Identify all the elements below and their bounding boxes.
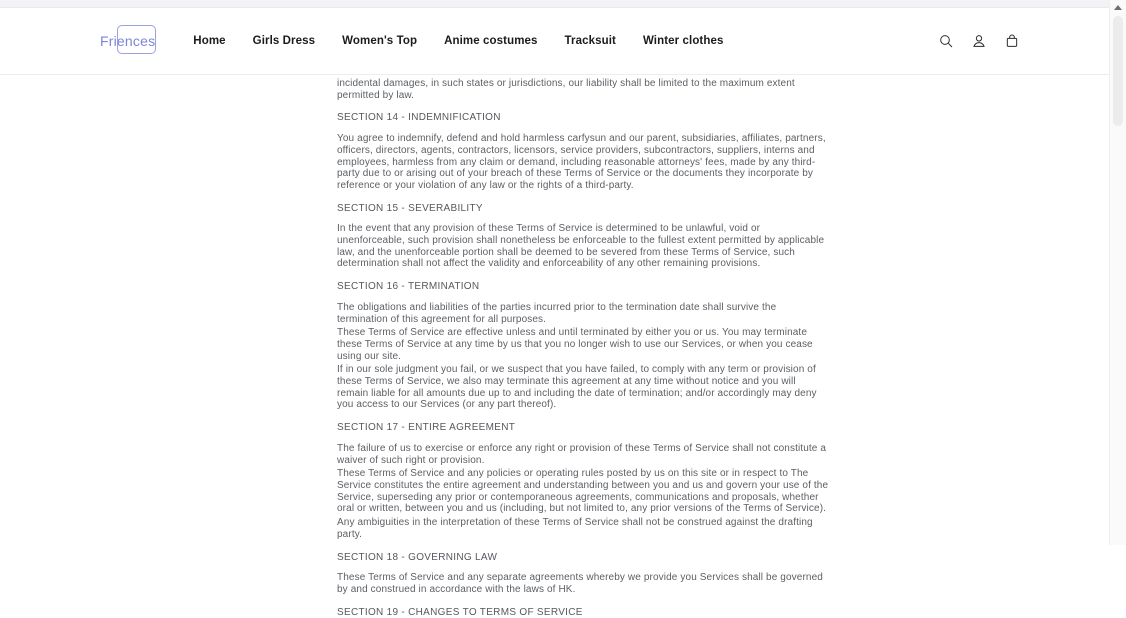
nav-item-home[interactable]: Home bbox=[193, 35, 226, 47]
terms-of-service-document bbox=[337, 75, 829, 618]
terms-paragraph: These Terms of Service and any separate agreements whereby we provide you Services shall be governed by and construed in accordance with the laws of HK. bbox=[337, 572, 823, 595]
bag-icon[interactable] bbox=[1004, 33, 1020, 49]
nav-item-tracksuit[interactable]: Tracksuit bbox=[564, 35, 616, 47]
terms-paragraph: These Terms of Service are effective unless and until terminated by either you or us. You may terminate these Terms of Service at any time by us that you no longer wish to use our Services, or when you cease using our site. bbox=[337, 327, 813, 362]
section-heading: SECTION 19 - CHANGES TO TERMS OF SERVICE bbox=[337, 606, 583, 618]
nav-item-women-s-top[interactable]: Women's Top bbox=[342, 35, 418, 47]
scrollbar-up-arrow-icon[interactable] bbox=[1110, 0, 1126, 14]
scrollbar-thumb[interactable] bbox=[1113, 16, 1123, 126]
terms-paragraph: In the event that any provision of these Terms of Service is determined to be unlawful, void or unenforceable, such provision shall nonetheless be enforceable to the fullest extent permitted by applicable law, and the unenforceable portion shall be deemed to be severed from these Terms of Service, such determination shall not affect the validity and enforceability of any other remaining provisions. bbox=[337, 223, 825, 270]
nav-item-winter-clothes[interactable]: Winter clothes bbox=[642, 35, 724, 47]
terms-paragraph: If in our sole judgment you fail, or we suspect that you have failed, to comply with any term or provision of these Terms of Service, we also may terminate this agreement at any time without notice and you will remain liable for all amounts due up to and including the date of termination; and/or accordingly may deny you access to our Services (or any part thereof). bbox=[337, 364, 817, 411]
logo-link[interactable] bbox=[100, 34, 155, 48]
section-heading: SECTION 16 - TERMINATION bbox=[337, 281, 480, 293]
scrollbar[interactable] bbox=[1109, 0, 1126, 545]
terms-paragraph: incidental damages, in such states or jurisdictions, our liability shall be limited to the maximum extent permitted by law. bbox=[337, 78, 795, 101]
top-strip bbox=[0, 0, 1126, 8]
account-icon[interactable] bbox=[971, 33, 987, 49]
terms-paragraph: These Terms of Service and any policies or operating rules posted by us on this site or in respect to The Service constitutes the entire agreement and understanding between you and us and govern your use of the Service, superseding any prior or contemporaneous agreements, communications and proposals, whether oral or written, between you and us (including, but not limited to, any prior versions of the Terms of Service). bbox=[337, 468, 829, 515]
section-heading: SECTION 14 - INDEMNIFICATION bbox=[337, 112, 501, 124]
section-heading: SECTION 18 - GOVERNING LAW bbox=[337, 551, 498, 563]
main-nav-list bbox=[193, 35, 723, 47]
terms-paragraph: Any ambiguities in the interpretation of these Terms of Service shall not be construed against the drafting party. bbox=[337, 517, 813, 540]
terms-paragraph: The failure of us to exercise or enforce any right or provision of these Terms of Service shall not constitute a waiver of such right or provision. bbox=[337, 442, 827, 466]
section-heading: SECTION 17 - ENTIRE AGREEMENT bbox=[337, 422, 516, 434]
section-heading: SECTION 15 - SEVERABILITY bbox=[337, 202, 483, 214]
logo-text: Friences bbox=[100, 33, 156, 49]
site-header bbox=[0, 8, 1126, 75]
main-nav bbox=[193, 35, 723, 47]
nav-item-anime-costumes[interactable]: Anime costumes bbox=[444, 35, 538, 47]
terms-paragraph: You agree to indemnify, defend and hold harmless carfysun and our parent, subsidiaries, affiliates, partners, officers, directors, agents, contractors, licensors, service providers, subcontractors, suppliers, interns and employees, harmless from any claim or demand, including reasonable attorneys' fees, made by any third-party due to or arising out of your breach of these Terms of Service or the documents they incorporate by reference or your violation of any law or the rights of a third-party. bbox=[337, 133, 826, 191]
header-icons bbox=[938, 33, 1020, 49]
search-icon[interactable] bbox=[938, 33, 954, 49]
nav-item-girls-dress[interactable]: Girls Dress bbox=[252, 35, 316, 47]
terms-paragraph: The obligations and liabilities of the parties incurred prior to the termination date shall survive the termination of this agreement for all purposes. bbox=[337, 301, 777, 325]
